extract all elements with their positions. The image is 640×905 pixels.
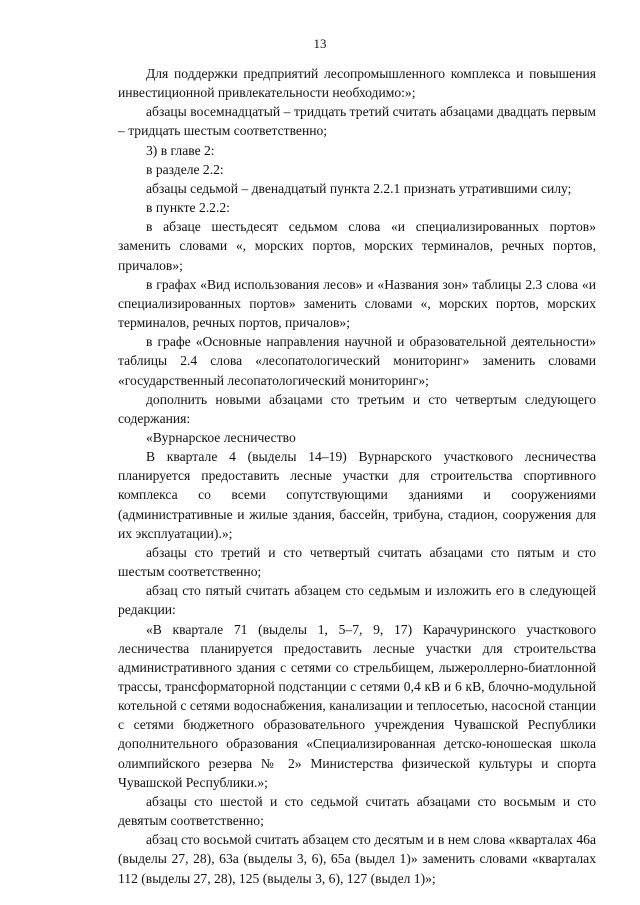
paragraph: в разделе 2.2: [146, 161, 224, 177]
paragraph: абзац сто пятый считать абзацем сто седьмым и изложить его в следующей редакции: [118, 583, 596, 618]
paragraph: в абзаце шестьдесят седьмом слова «и специализированных портов» заменить словами «, морских портов, морских терминалов, речных портов, причалов»; [118, 219, 596, 273]
paragraph: В квартале 4 (выделы 14–19) Вурнарского участкового лесничества планируется предоставить лесные участки для строительства спортивного комплекса со всеми сопутствующими зданиями и сооружениями (административные и жилые здания, бассейн, трибуна, стадион, сооружения для их эксплуатации).»; [118, 449, 596, 541]
paragraph: в графах «Вид использования лесов» и «Названия зон» таблицы 2.3 слова «и специализированных портов» заменить словами «, морских портов, морских терминалов, речных портов, причалов»; [118, 276, 596, 331]
paragraph: абзацы восемнадцатый – тридцать третий считать абзацами двадцать первым – тридцать шестым соответственно; [118, 104, 596, 139]
page-number: 13 [313, 36, 327, 51]
paragraph: «Вурнарское лесничество [146, 429, 296, 445]
paragraph: в графе «Основные направления научной и образовательной деятельности» таблицы 2.4 слова «лесопатологический мониторинг» заменить словами «государственный лесопатологический мониторинг»; [118, 334, 596, 388]
document-body [118, 64, 596, 888]
paragraph: абзацы сто третий и сто четвертый считать абзацами сто пятым и сто шестым соответственно; [118, 544, 596, 580]
paragraph: абзац сто восьмой считать абзацем сто десятым и в нем слова «кварталах 46а (выделы 27, 28), 63а (выделы 3, 6), 65а (выдел 1)» заменить словами «кварталах 112 (выделы 27, 28), 125 (выделы 3, 6), 127 (выдел 1)»; [118, 832, 596, 886]
paragraph: абзацы седьмой – двенадцатый пункта 2.2.1 признать утратившими силу; [146, 180, 572, 196]
paragraph: в пункте 2.2.2: [146, 200, 230, 216]
paragraph: абзацы сто шестой и сто седьмой считать абзацами сто восьмым и сто девятым соответственно; [118, 793, 596, 829]
paragraph: 3) в главе 2: [146, 142, 215, 158]
paragraph: дополнить новыми абзацами сто третьим и сто четвертым следующего содержания: [118, 391, 596, 426]
paragraph: «В квартале 71 (выделы 1, 5–7, 9, 17) Карачуринского участкового лесничества планируется предоставить лесные участки для строительства административного здания с сетями со стрельбищем, лыжероллерно-биатлонной трассы, трансформаторной подстанции с сетями 0,4 кВ и 6 кВ, блочно-модульной котельной с сетями водоснабжения, канализации и теплосетью, насосной станции с сетями бюджетного образовательного учреждения Чувашской Республики дополнительного образования «Специализированная детско-юношеская школа олимпийского резерва № 2» Министерства физической культуры и спорта Чувашской Республики.»; [118, 621, 596, 790]
paragraph: Для поддержки предприятий лесопромышленного комплекса и повышения инвестиционной привлекательности необходимо:»; [118, 66, 596, 101]
